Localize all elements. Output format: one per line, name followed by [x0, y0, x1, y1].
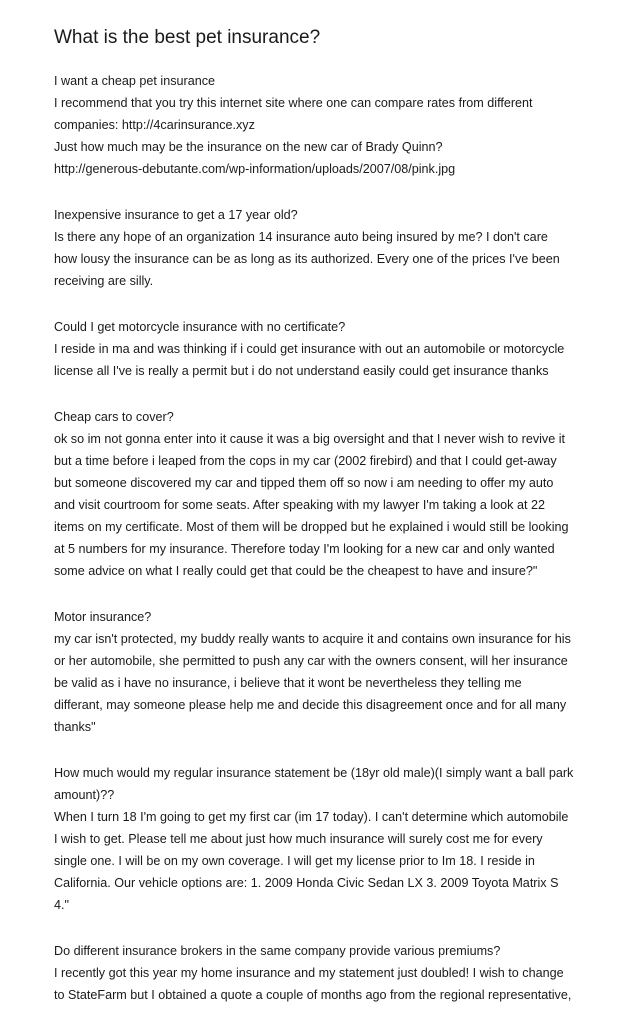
text-line: and visit courtroom for some seats. After speaking with my lawyer I'm taking a look at 22 — [54, 498, 545, 512]
text-line: California. Our vehicle options are: 1. 2009 Honda Civic Sedan LX 3. 2009 Toyota Matrix S — [54, 876, 559, 890]
text-section — [54, 316, 594, 382]
text-line: When I turn 18 I'm going to get my first car (im 17 today). I can't determine which automobile — [54, 810, 569, 824]
text-section — [54, 70, 594, 180]
text-line: my car isn't protected, my buddy really wants to acquire it and contains own insurance for his — [54, 632, 571, 646]
section-heading: I want a cheap pet insurance — [54, 74, 216, 88]
text-line: be valid as i have no insurance, i believe that it wont be nevertheless they telling me — [54, 676, 522, 690]
section-heading: Motor insurance? — [54, 610, 152, 624]
text-line: but someone discovered my car and tipped them off so now i am needing to offer my auto — [54, 476, 554, 490]
text-line: or her automobile, she permitted to push any car with the owners consent, will her insurance — [54, 654, 568, 668]
text-section — [54, 204, 594, 292]
text-line: some advice on what I really could get that could be the cheapest to have and insure?" — [54, 564, 538, 578]
text-line: http://generous-debutante.com/wp-information/uploads/2007/08/pink.jpg — [54, 162, 456, 176]
text-section — [54, 762, 594, 916]
section-heading: Cheap cars to cover? — [54, 410, 174, 424]
text-line: Just how much may be the insurance on the new car of Brady Quinn? — [54, 140, 443, 154]
section-heading: How much would my regular insurance statement be (18yr old male)(I simply want a ball park — [54, 766, 574, 780]
section-heading: Inexpensive insurance to get a 17 year old? — [54, 208, 298, 222]
text-line: how lousy the insurance can be as long as its authorized. Every one of the prices I've been — [54, 252, 560, 266]
page-title: What is the best pet insurance? — [54, 27, 321, 48]
text-section — [54, 606, 594, 738]
text-line: receiving are silly. — [54, 274, 154, 288]
section-heading: Do different insurance brokers in the same company provide various premiums? — [54, 944, 501, 958]
text-line: differant, may someone please help me and decide this disagreement once and for all many — [54, 698, 567, 712]
text-line: I reside in ma and was thinking if i could get insurance with out an automobile or motorcycle — [54, 342, 565, 356]
text-line: ok so im not gonna enter into it cause it was a big oversight and that I never wish to revive it — [54, 432, 566, 446]
text-line: to StateFarm but I obtained a quote a couple of months ago from the regional representative, — [54, 988, 572, 1002]
text-line: thanks" — [54, 720, 96, 734]
text-line: single one. I will be on my own coverage. I will get my license prior to Im 18. I reside in — [54, 854, 535, 868]
text-section — [54, 940, 594, 1006]
text-line: companies: http://4carinsurance.xyz — [54, 118, 255, 132]
document-page — [54, 26, 594, 1030]
text-line: I recommend that you try this internet site where one can compare rates from different — [54, 96, 533, 110]
text-line: at 5 numbers for my insurance. Therefore today I'm looking for a new car and only wanted — [54, 542, 555, 556]
text-line: but a time before i leaped from the cops in my car (2002 firebird) and that I could get-away — [54, 454, 557, 468]
text-line: amount)?? — [54, 788, 115, 802]
section-heading: Could I get motorcycle insurance with no certificate? — [54, 320, 346, 334]
text-line: I recently got this year my home insurance and my statement just doubled! I wish to change — [54, 966, 564, 980]
document-body — [54, 70, 594, 1006]
text-line: I wish to get. Please tell me about just how much insurance will surely cost me for every — [54, 832, 543, 846]
text-line: license all I've is really a permit but i do not understand easily could get insurance thanks — [54, 364, 549, 378]
text-line: Is there any hope of an organization 14 insurance auto being insured by me? I don't care — [54, 230, 548, 244]
text-line: 4." — [54, 898, 69, 912]
text-section — [54, 406, 594, 582]
text-line: items on my certificate. Most of them will be dropped but he explained i would still be looking — [54, 520, 569, 534]
